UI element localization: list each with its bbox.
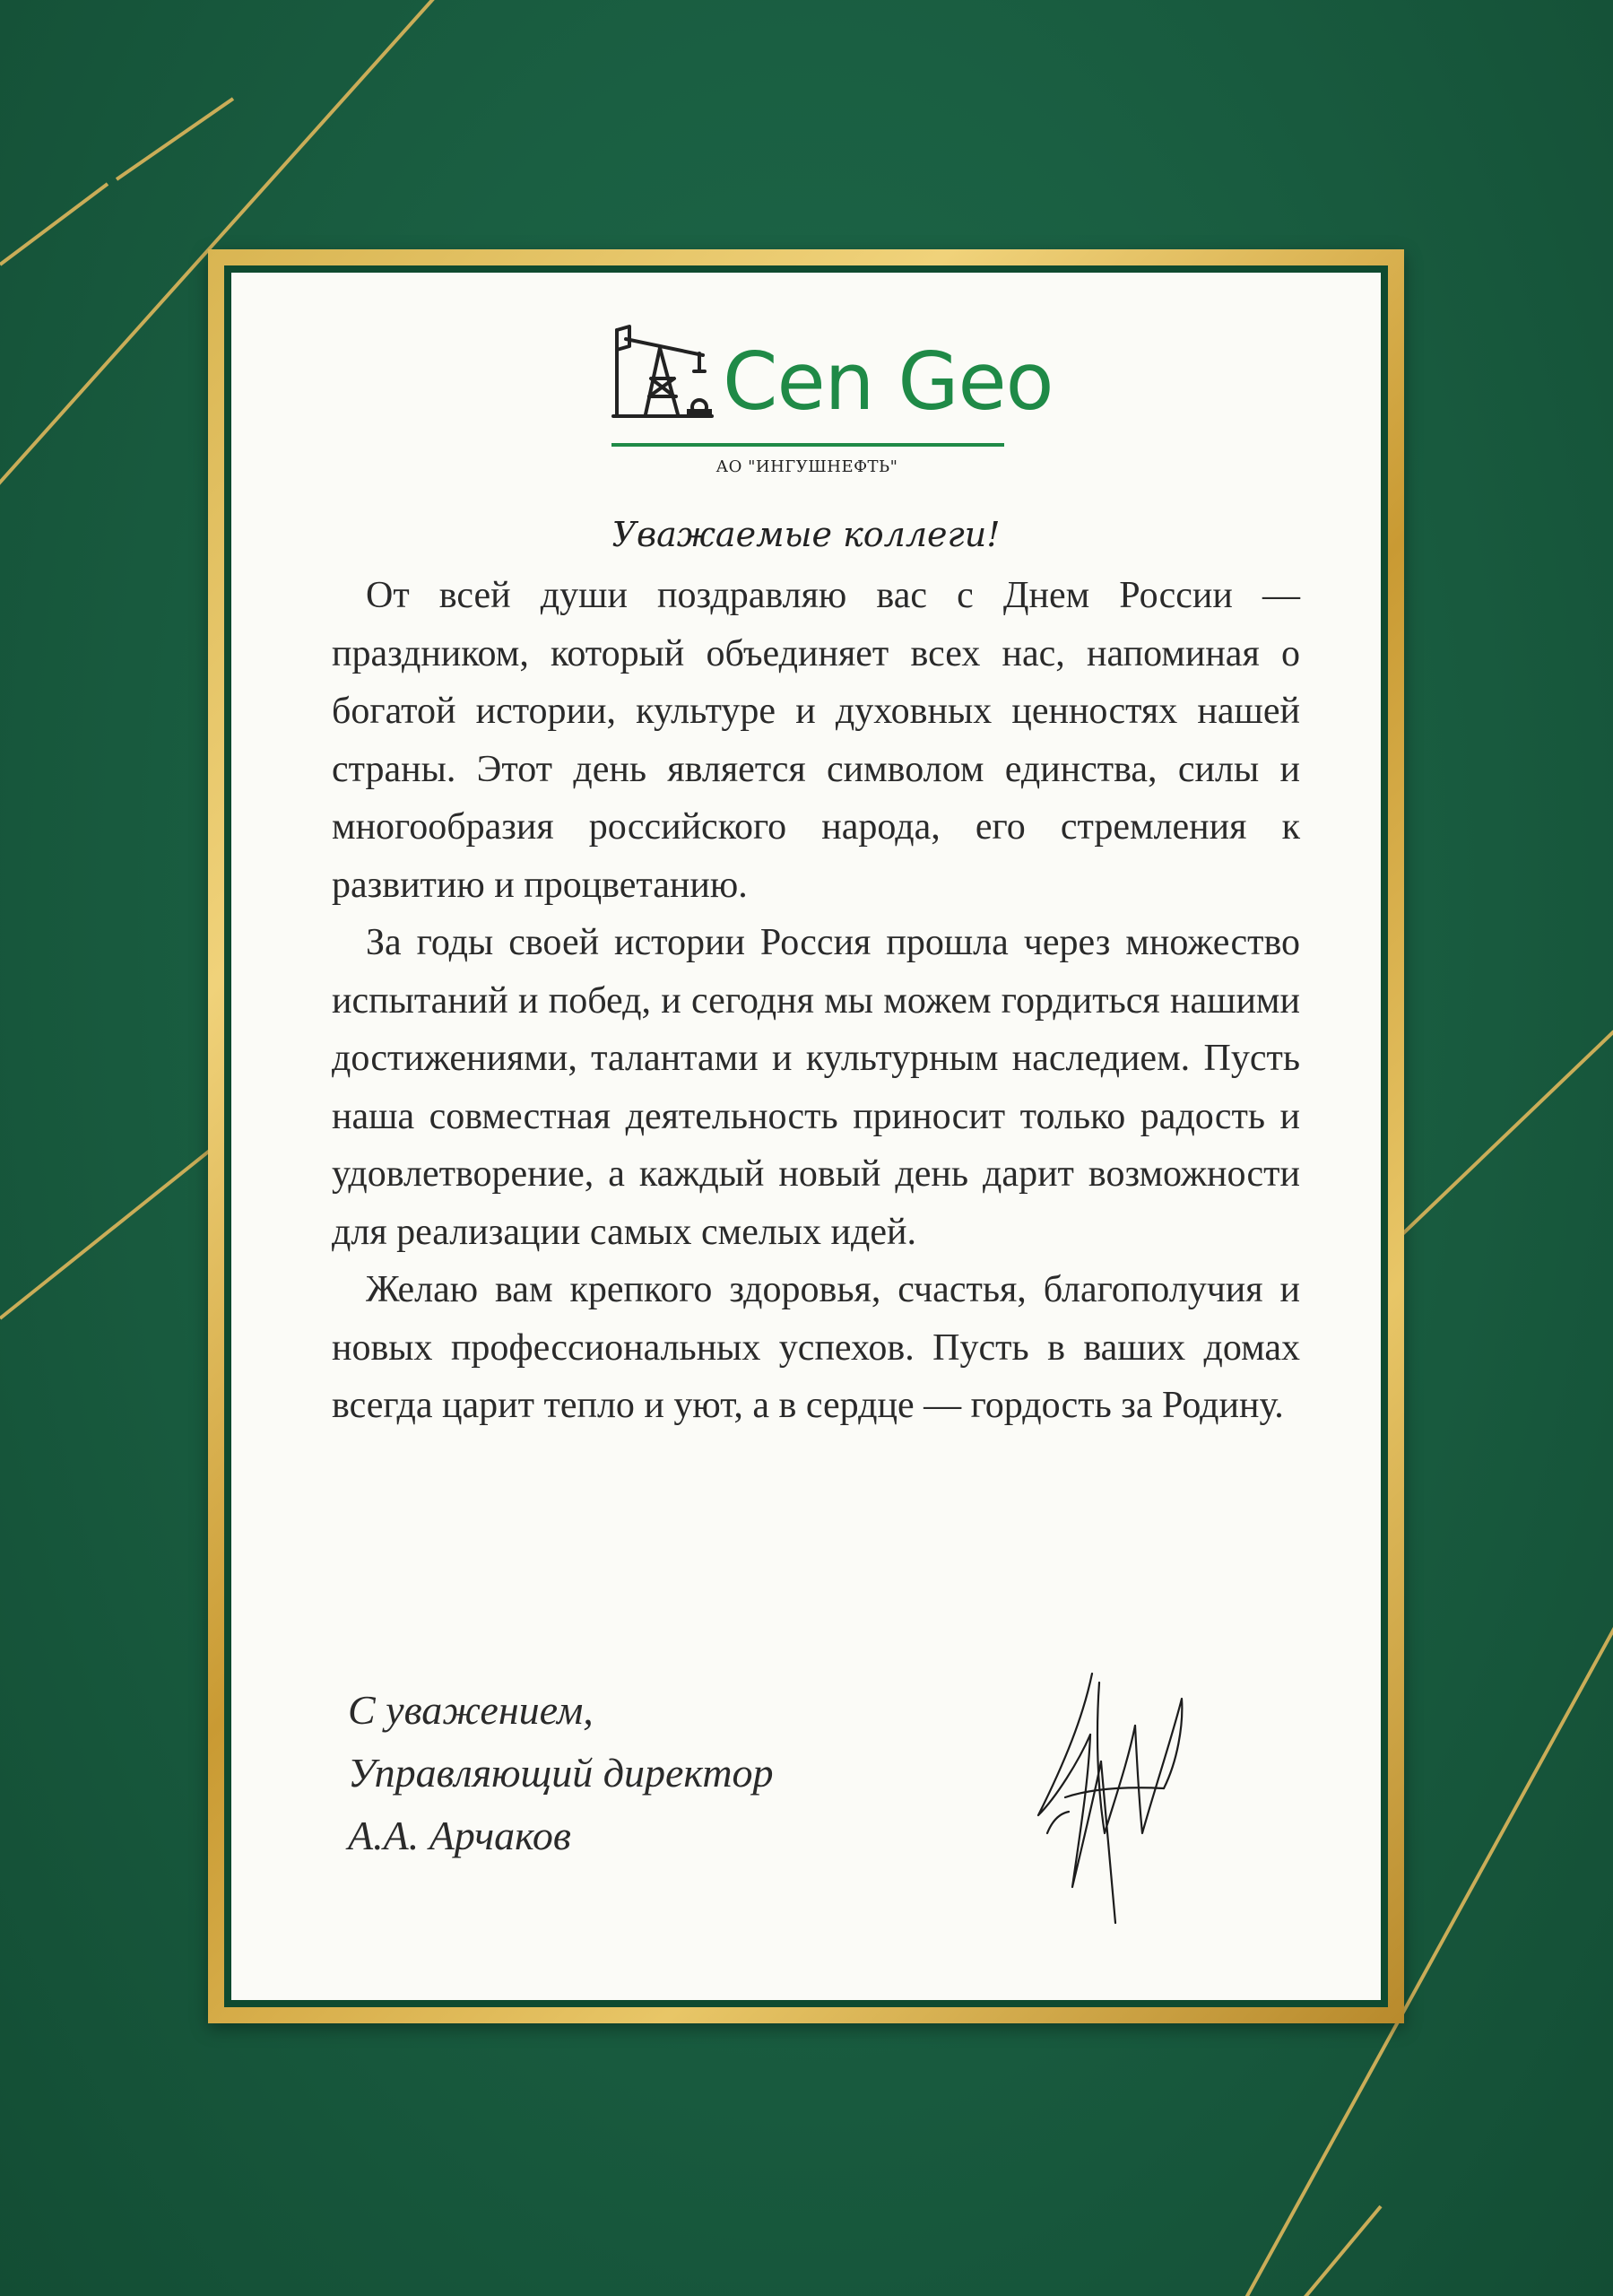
logo-wordmark: Cen Geo [723,335,1054,428]
gold-frame [208,249,1404,2023]
signatory-name: А.А. Арчаков [348,1813,571,1858]
closing-text: С уважением, [348,1687,594,1733]
company-logo [610,319,1054,499]
logo-underline [611,443,1004,447]
letter-body [332,567,1300,1435]
paragraph-1: От всей души поздравляю вас с Днем России — праздником, который объединяет всех нас, напоминая о богатой истории, культуре и духовных ценностях нашей страны. Этот день является символом единства, силы и многообразия российского народа, его стремления к развитию и процветанию. [332,575,1300,906]
paragraph-2: За годы своей истории Россия прошла через множество испытаний и побед, и сегодня мы можем гордиться нашими достижениями, талантами и культурным наследием. Пусть наша совместная деятельность приносит только радость и удовлетворение, а каждый новый день дарит возможности для реализации самых смелых идей. [332,922,1300,1253]
signature-block [348,1679,774,1867]
oil-pump-icon [610,319,715,423]
letter-greeting: Уважаемые коллеги! [611,515,1001,554]
company-subtitle: АО "ИНГУШНЕФТЬ" [715,457,898,476]
letter-paper [231,273,1381,2000]
signatory-position: Управляющий директор [348,1750,774,1796]
handwritten-signature [1029,1663,1191,1932]
paragraph-3: Желаю вам крепкого здоровья, счастья, благополучия и новых профессиональных успехов. Пусть в ваших домах всегда царит тепло и уют, а в сердце — гордость за Родину. [332,1269,1300,1426]
